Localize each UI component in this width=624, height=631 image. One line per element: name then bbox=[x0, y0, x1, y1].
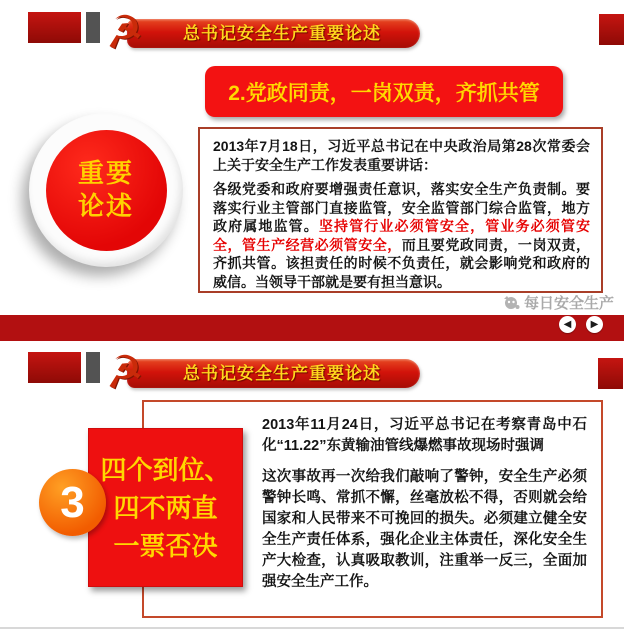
party-emblem-icon: ☭ bbox=[100, 5, 147, 60]
header-accent-block-red bbox=[28, 352, 81, 383]
slide2-quote-intro: 2013年11月24日，习近平总书记在考察青岛中石化“11.22”东黄输油管线爆燃事故现场时强调 bbox=[262, 417, 587, 454]
label-line1: 四个到位、 bbox=[100, 454, 231, 485]
watermark-logo-icon bbox=[503, 295, 520, 311]
header-accent-block-right bbox=[599, 14, 624, 45]
slide1-quote-body bbox=[213, 180, 590, 291]
divider-red-bar bbox=[0, 315, 624, 341]
slide1-banner-title: 总书记安全生产重要论述 bbox=[183, 24, 381, 43]
watermark-text: 每日安全生产 bbox=[523, 295, 614, 312]
prev-arrow-button[interactable]: ◀ bbox=[559, 316, 576, 333]
quote-body-after: 而且要党政同责，一岗双责，齐抓共管。该担责任的时候不负责任，就会影响党和政府的威信。当领导干部就是要有担当意识。 bbox=[213, 236, 591, 290]
number-badge-text: 3 bbox=[60, 477, 85, 527]
badge-inner-circle bbox=[46, 130, 167, 251]
slide1-topic-box bbox=[205, 66, 563, 117]
slide2-header bbox=[0, 340, 624, 400]
slide1-header bbox=[0, 0, 624, 60]
slide1-title-banner bbox=[127, 19, 420, 48]
header-accent-block-right bbox=[598, 358, 623, 389]
party-emblem-icon: ☭ bbox=[100, 345, 147, 400]
watermark bbox=[503, 293, 614, 312]
badge-line2: 论述 bbox=[77, 191, 134, 221]
header-accent-block-red bbox=[28, 12, 81, 43]
badge-line1: 重要 bbox=[77, 158, 134, 188]
slide1-quote-box bbox=[198, 127, 603, 293]
important-statement-badge bbox=[29, 113, 183, 267]
quote-body-before: 各级党委和政府要增强责任意识，落实安全生产负责制。要落实行业主管部门直接监管，安全监管部门综合监管，地方政府属地监管。 bbox=[213, 181, 590, 234]
slide1-topic-text: 2.党政同责，一岗双责，齐抓共管 bbox=[228, 81, 540, 105]
slide2-number-badge bbox=[39, 469, 106, 536]
slide2-banner-title: 总书记安全生产重要论述 bbox=[183, 364, 381, 383]
bottom-border-line bbox=[0, 627, 624, 629]
label-line3: 一票否决 bbox=[113, 530, 218, 561]
slide2-quote-body: 这次事故再一次给我们敲响了警钟，安全生产必须警钟长鸣、常抓不懈，丝毫放松不得，否则就会给国家和人民带来不可挽回的损失。必须建立健全安全生产责任体系，强化企业主体责任，深化安全生产大检查，认真吸取教训，注重举一反三，全面加强安全生产工作。 bbox=[262, 469, 587, 590]
label-line2: 四不两直 bbox=[113, 492, 218, 523]
slide2-title-banner bbox=[127, 359, 420, 388]
next-arrow-button[interactable]: ▶ bbox=[586, 316, 603, 333]
quote-body-highlight: 坚持管行业必须管安全，管业务必须管安全，管生产经营必须管安全， bbox=[213, 218, 590, 253]
slide2-label-box bbox=[88, 428, 243, 587]
slide1-quote-intro: 2013年7月18日，习近平总书记在中央政治局第28次常委会上关于安全生产工作发表重要讲话： bbox=[213, 138, 590, 173]
